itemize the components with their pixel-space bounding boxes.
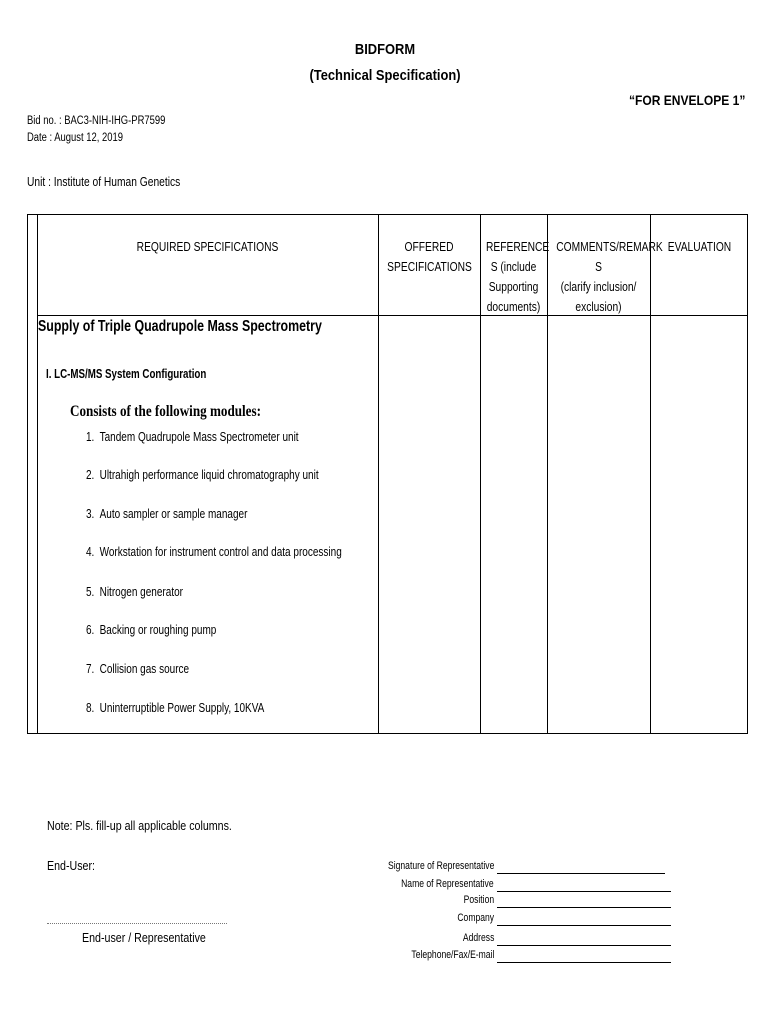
list-item: 7. Collision gas source	[86, 662, 190, 676]
list-item: 2. Ultrahigh performance liquid chromatography unit	[86, 468, 319, 482]
position-label: Position	[463, 894, 494, 906]
table-divider	[37, 215, 38, 733]
list-item: 4. Workstation for instrument control and data processing	[86, 545, 342, 559]
section-heading: I. LC-MS/MS System Configuration	[46, 367, 207, 381]
header-evaluation: EVALUATION	[667, 240, 732, 254]
list-item: 5. Nitrogen generator	[86, 585, 183, 599]
header-references: REFERENCE S (include Supporting documents)	[486, 240, 550, 314]
bid-number: Bid no. : BAC3-NIH-IHG-PR7599	[27, 115, 166, 127]
form-subtitle: (Technical Specification)	[309, 67, 461, 84]
header-required-specifications: REQUIRED SPECIFICATIONS	[136, 240, 279, 254]
signature-line[interactable]	[497, 873, 665, 874]
company-line[interactable]	[497, 925, 671, 926]
envelope-label: “FOR ENVELOPE 1”	[628, 92, 745, 108]
signature-label: Signature of Representative	[387, 860, 494, 872]
list-item: 6. Backing or roughing pump	[86, 623, 217, 637]
end-user-representative-label: End-user / Representative	[82, 930, 206, 945]
table-divider	[378, 215, 379, 733]
unit-label: Unit : Institute of Human Genetics	[27, 175, 181, 189]
address-line[interactable]	[497, 945, 671, 946]
company-label: Company	[457, 912, 494, 924]
contact-line[interactable]	[497, 962, 671, 963]
table-divider	[650, 215, 651, 733]
contact-label: Telephone/Fax/E-mail	[411, 949, 494, 961]
header-comments-remarks: COMMENTS/REMARK S (clarify inclusion/ exclusion)	[556, 240, 663, 314]
end-user-signature-line[interactable]	[47, 923, 227, 924]
note-text: Note: Pls. fill-up all applicable columns.	[47, 818, 232, 833]
form-title: BIDFORM	[354, 41, 416, 58]
representative-name-line[interactable]	[497, 891, 671, 892]
supply-title: Supply of Triple Quadrupole Mass Spectrometry	[38, 318, 322, 335]
list-item: 3. Auto sampler or sample manager	[86, 507, 248, 521]
modules-heading: Consists of the following modules:	[70, 403, 261, 420]
position-line[interactable]	[497, 907, 671, 908]
list-item: 1. Tandem Quadrupole Mass Spectrometer unit	[86, 430, 299, 444]
list-item: 8. Uninterruptible Power Supply, 10KVA	[86, 701, 265, 715]
header-offered-specifications: OFFERED SPECIFICATIONS	[387, 240, 472, 274]
representative-name-label: Name of Representative	[401, 878, 494, 890]
end-user-label: End-User:	[47, 858, 95, 873]
address-label: Address	[462, 932, 494, 944]
bid-date: Date : August 12, 2019	[27, 132, 123, 144]
